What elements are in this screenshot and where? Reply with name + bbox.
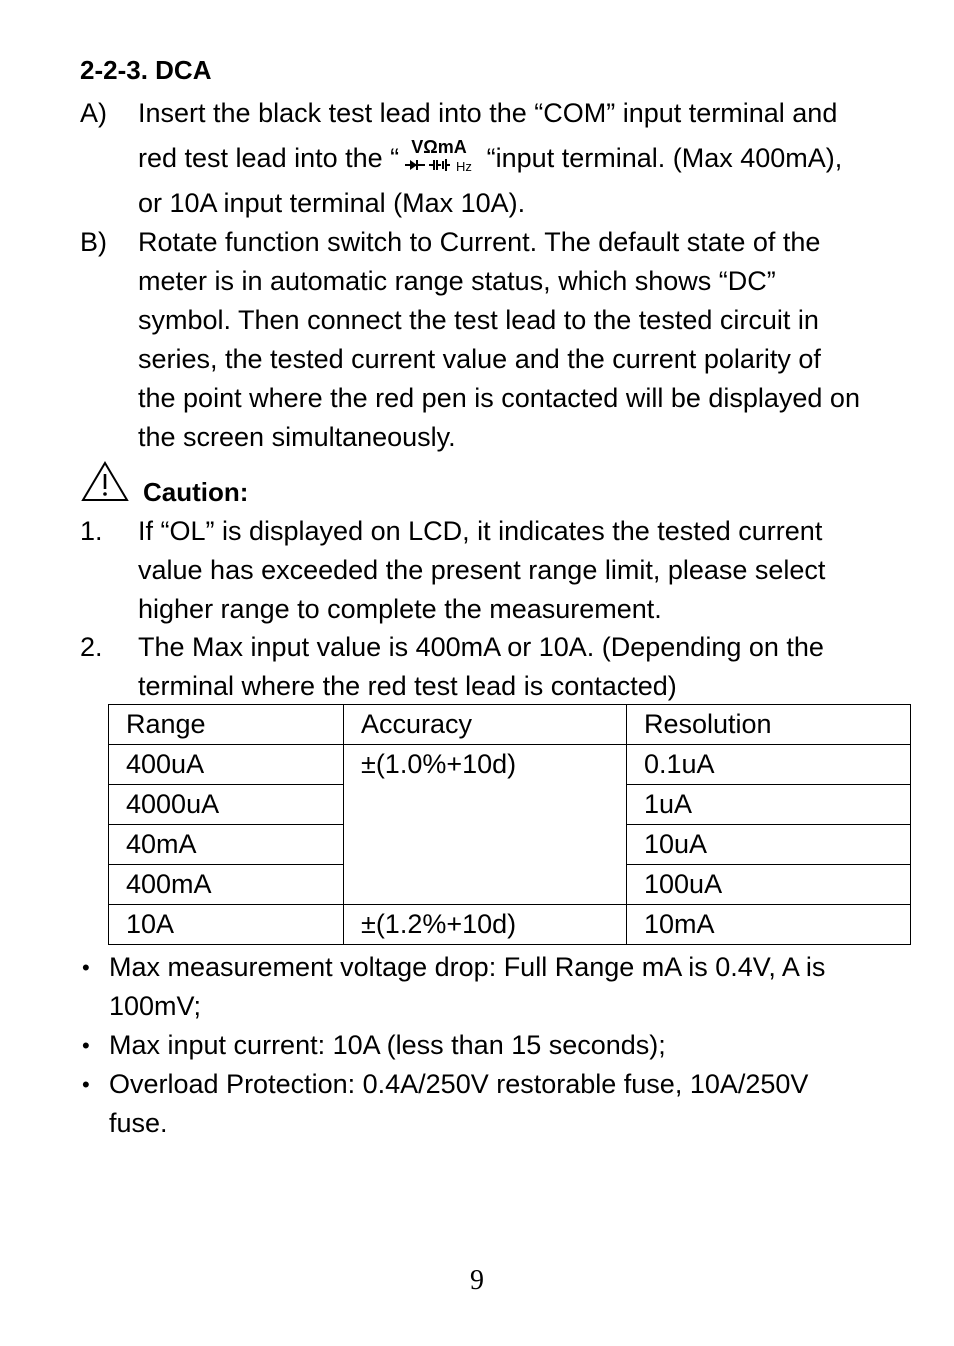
spec-table [108,704,911,945]
terminal-symbol-top: VΩmA [411,137,467,157]
cell-resolution: 10uA [627,825,911,865]
warning-triangle-icon [80,460,130,504]
cell-range: 4000uA [109,785,344,825]
note-line: 100mV; [109,991,202,1021]
cell-resolution: 1uA [627,785,911,825]
header-resolution: Resolution [627,705,911,745]
caution-item-1-text [138,512,928,629]
step-a-line-1: Insert the black test lead into the “COM” input terminal and [138,98,838,128]
header-accuracy: Accuracy [344,705,627,745]
step-a-line-2-pre: red test lead into the “ [138,143,400,173]
caution-item-1-marker: 1. [80,516,103,546]
cell-range: 40mA [109,825,344,865]
table-row [109,905,911,945]
cell-resolution: 10mA [627,905,911,945]
caution-item-2-line: terminal where the red test lead is contacted) [138,671,677,701]
note-line: fuse. [109,1108,168,1138]
step-b-line: the screen simultaneously. [138,422,456,452]
step-b-line: meter is in automatic range status, which shows “DC” [138,266,776,296]
note-line: Overload Protection: 0.4A/250V restorable fuse, 10A/250V [109,1069,809,1099]
page-number: 9 [470,1265,484,1296]
table-header-row [109,705,911,745]
bullet-icon: • [82,1072,90,1097]
caution-item-1-line: If “OL” is displayed on LCD, it indicates the tested current [138,516,823,546]
diode-capacitor-icon [405,159,450,171]
cell-accuracy: ±(1.2%+10d) [344,905,627,945]
cell-resolution: 100uA [627,865,911,905]
caution-item-1-line: higher range to complete the measurement. [138,594,662,624]
step-a-marker: A) [80,98,107,128]
step-b-line: Rotate function switch to Current. The default state of the [138,227,821,257]
caution-item-1-line: value has exceeded the present range limit, please select [138,555,826,585]
header-range: Range [109,705,344,745]
bullet-icon: • [82,1033,90,1058]
caution-header [80,460,480,508]
cell-range: 400mA [109,865,344,905]
terminal-symbol-bottom: Hz [456,159,473,173]
note-line: Max measurement voltage drop: Full Range mA is 0.4V, A is [109,952,826,982]
step-b-marker: B) [80,227,107,257]
caution-item-2-text [138,628,928,706]
list-item [80,1065,920,1143]
step-a-text [138,94,928,223]
note-line: Max input current: 10A (less than 15 seconds); [109,1030,666,1060]
section-heading: 2-2-3. DCA [80,55,212,85]
table-row [109,745,911,785]
step-a-line-2 [138,137,928,178]
step-b-text [138,223,928,457]
bullet-icon: • [82,955,90,980]
notes-list [80,948,920,1143]
caution-label: Caution: [143,477,249,507]
caution-item-2-marker: 2. [80,632,103,662]
step-b-line: the point where the red pen is contacted will be displayed on [138,383,860,413]
cell-resolution: 0.1uA [627,745,911,785]
step-a-line-3: or 10A input terminal (Max 10A). [138,188,526,218]
step-a-line-2-post: “input terminal. (Max 400mA), [479,143,843,173]
cell-accuracy: ±(1.0%+10d) [344,745,627,905]
step-b-line: symbol. Then connect the test lead to the tested circuit in [138,305,819,335]
terminal-symbol [401,137,477,173]
cell-range: 10A [109,905,344,945]
list-item [80,948,920,1026]
caution-item-2-line: The Max input value is 400mA or 10A. (Depending on the [138,632,824,662]
step-b-line: series, the tested current value and the current polarity of [138,344,821,374]
list-item [80,1026,920,1065]
cell-range: 400uA [109,745,344,785]
